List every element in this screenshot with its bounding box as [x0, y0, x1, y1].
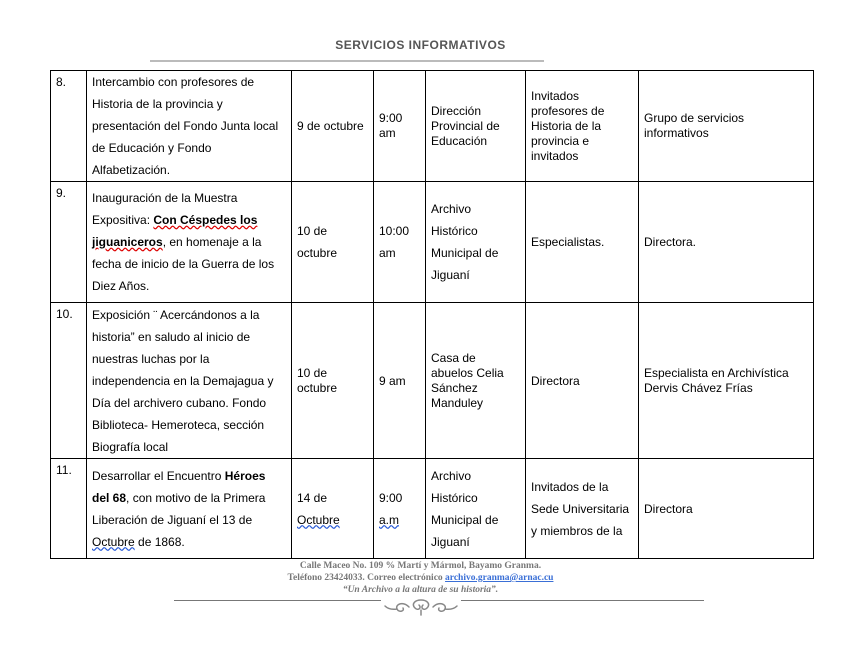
footer-address: Calle Maceo No. 109 % Martí y Mármol, Bayamo Granma.: [299, 561, 542, 571]
responsible-cell: Especialista en Archivística Dervis Chávez Frías: [639, 303, 814, 459]
header-divider: [150, 60, 544, 62]
activity-cell: Exposición ¨ Acercándonos a la historia” en saludo al inicio de nuestras luchas por la independencia en la Demajagua y Día del archivero cubano. Fondo Biblioteca- Hemeroteca, sección Biografía local: [87, 303, 292, 459]
date-cell: 10 de octubre: [292, 303, 374, 459]
date-cell: 10 de octubre: [292, 182, 374, 303]
responsible-cell: Directora.: [639, 182, 814, 303]
footer-contact: Teléfono 23424033. Correo electrónico archivo.granma@arnac.cu: [287, 573, 554, 583]
event-title: Héroes del 68: [92, 468, 266, 505]
date-cell: 9 de octubre: [292, 71, 374, 182]
place-cell: Dirección Provincial de Educación: [426, 71, 526, 182]
place-cell: Archivo Histórico Municipal de Jiguaní: [426, 182, 526, 303]
activity-cell: Desarrollar el Encuentro Héroes del 68, con motivo de la Primera Liberación de Jiguaní el 13 de Octubre de 1868.: [87, 459, 292, 559]
participants-cell: Directora: [526, 303, 639, 459]
footer-slogan: “Un Archivo a la altura de su historia”.: [342, 585, 499, 595]
place-cell: Casa de abuelos Celia Sánchez Manduley: [426, 303, 526, 459]
row-number: 8.: [51, 71, 87, 182]
row-number: 11.: [51, 459, 87, 559]
responsible-cell: Grupo de servicios informativos: [639, 71, 814, 182]
place-cell: Archivo Histórico Municipal de Jiguaní: [426, 459, 526, 559]
time-cell: 10:00 am: [374, 182, 426, 303]
responsible-cell: Directora: [639, 459, 814, 559]
table-row: [51, 459, 814, 559]
participants-cell: Especialistas.: [526, 182, 639, 303]
time-cell: 9 am: [374, 303, 426, 459]
date-cell: 14 de Octubre: [292, 459, 374, 559]
table-row: [51, 182, 814, 303]
table-row: [51, 303, 814, 459]
participants-cell: Invitados de la Sede Universitaria y miembros de la: [526, 459, 639, 559]
row-number: 9.: [51, 182, 87, 303]
email-link[interactable]: archivo.granma@arnac.cu: [445, 573, 554, 583]
activity-cell: Inauguración de la Muestra Expositiva: Con Céspedes los jiguaniceros, en homenaje a la fecha de inicio de la Guerra de los Diez Años.: [87, 182, 292, 303]
time-cell: 9:00 a.m: [374, 459, 426, 559]
participants-cell: Invitados profesores de Historia de la provincia e invitados: [526, 71, 639, 182]
exhibition-title: Con Céspedes los jiguaniceros: [92, 213, 258, 249]
row-number: 10.: [51, 303, 87, 459]
ornament-icon: [381, 596, 461, 618]
page-header-title: SERVICIOS INFORMATIVOS: [335, 38, 506, 52]
time-cell: 9:00 am: [374, 71, 426, 182]
activities-table: [50, 70, 814, 559]
activity-cell: Intercambio con profesores de Historia de la provincia y presentación del Fondo Junta local de Educación y Fondo Alfabetización.: [87, 71, 292, 182]
table-row: [51, 71, 814, 182]
